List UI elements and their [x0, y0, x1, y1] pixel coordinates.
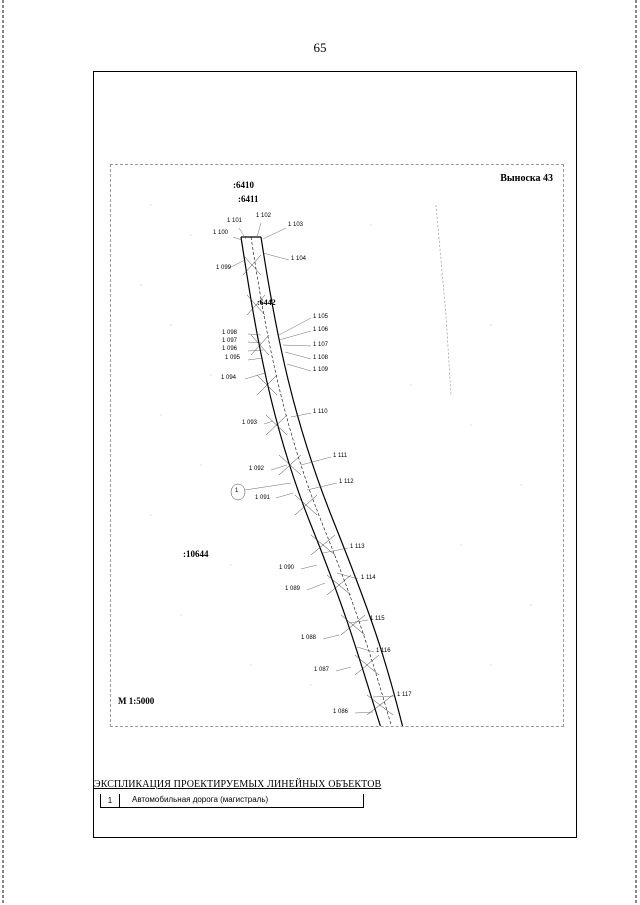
cadastral-label: :6411: [238, 194, 259, 204]
point-label: 1 104: [291, 256, 307, 262]
point-label: 1 112: [339, 479, 354, 485]
point-label: 1 117: [397, 692, 412, 698]
legend-row-end: [363, 794, 364, 808]
point-label: 1 105: [313, 314, 329, 320]
point-label: 1 096: [222, 346, 238, 352]
road-map: [111, 165, 564, 727]
point-label: 1 086: [333, 709, 349, 715]
point-label: 1 088: [301, 635, 317, 641]
point-label: 1 089: [285, 586, 301, 592]
point-label: 1 098: [222, 330, 238, 336]
point-label: 1 093: [242, 420, 258, 426]
object-marker-label: 1: [235, 488, 239, 494]
point-label: 1 101: [227, 218, 243, 224]
point-label: 1 113: [350, 544, 365, 550]
parcel-boundary: [436, 205, 451, 395]
map-scale: M 1:5000: [118, 696, 155, 706]
legend-row: [100, 794, 364, 808]
point-label: 1 100: [213, 230, 229, 236]
point-label: 1 103: [288, 222, 304, 228]
cadastral-label: :6410: [233, 180, 254, 190]
point-label: 1 099: [216, 265, 232, 271]
point-label: 1 110: [313, 409, 328, 415]
point-label: 1 094: [221, 375, 237, 381]
cadastral-label: :6442: [257, 298, 276, 307]
point-label: 1 114: [361, 575, 376, 581]
point-label: 1 091: [255, 495, 271, 501]
point-label: 1 095: [225, 355, 241, 361]
map-callout-frame: [110, 164, 564, 727]
right-scan-edge: [635, 0, 637, 905]
point-label: 1 115: [370, 616, 385, 622]
terrain-stipple: [140, 204, 531, 685]
point-label: 1 087: [314, 667, 330, 673]
left-scan-edge: [2, 0, 4, 905]
point-label: 1 116: [376, 648, 391, 654]
road-left-edge: [241, 237, 381, 727]
road-centerline: [251, 237, 392, 727]
point-label: 1 108: [313, 355, 329, 361]
point-label: 1 109: [313, 367, 329, 373]
point-label: 1 097: [222, 338, 238, 344]
cadastral-label: :10644: [183, 549, 209, 559]
point-label: 1 090: [279, 565, 295, 571]
point-label: 1 092: [249, 466, 265, 472]
drawing-sheet: [93, 71, 577, 838]
callout-title: Выноска 43: [500, 173, 553, 184]
page-number: 65: [313, 40, 327, 55]
point-label: 1 102: [256, 213, 272, 219]
road-hatching: [243, 255, 393, 715]
legend-row-number: 1: [100, 794, 120, 808]
legend-title: ЭКСПЛИКАЦИЯ ПРОЕКТИРУЕМЫХ ЛИНЕЙНЫХ ОБЪЕКТОВ: [94, 779, 382, 790]
point-label: 1 107: [313, 342, 329, 348]
point-label: 1 106: [313, 327, 329, 333]
point-label: 1 111: [333, 453, 348, 459]
legend-row-description: Автомобильная дорога (магистраль): [132, 795, 269, 804]
